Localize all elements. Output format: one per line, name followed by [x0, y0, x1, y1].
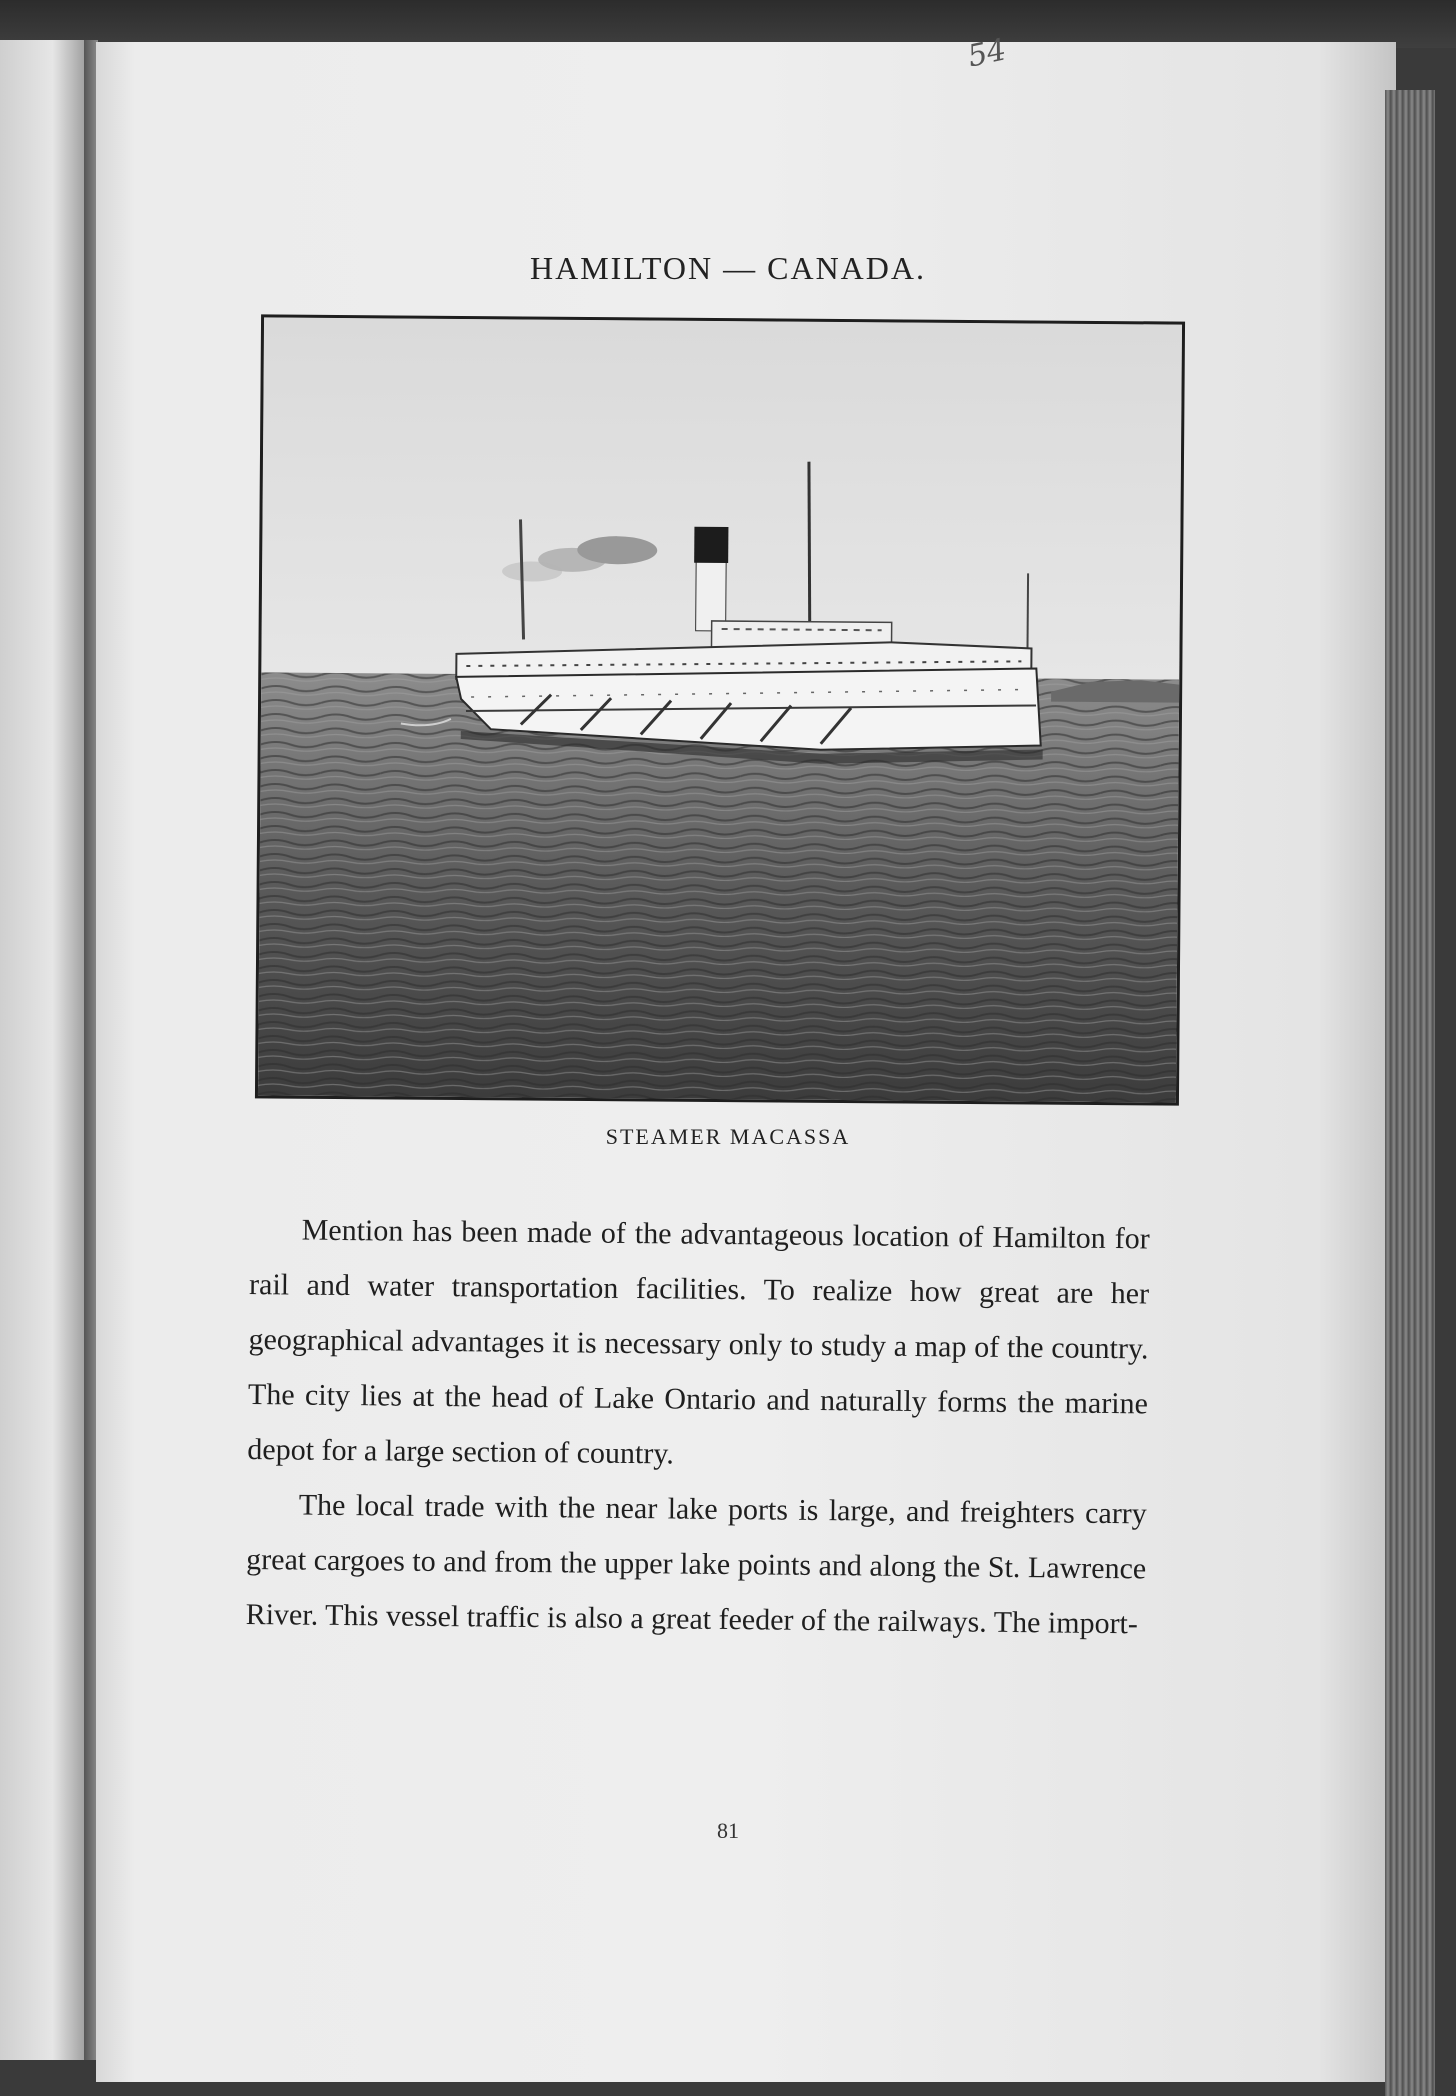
- pencil-mark: 54: [964, 32, 1010, 75]
- scan-top-shadow: [0, 0, 1456, 48]
- plate-caption: STEAMER MACASSA: [605, 1124, 851, 1149]
- page-stack-edge: [1385, 90, 1435, 2096]
- steamer-photograph: [255, 314, 1185, 1105]
- body-text: [245, 1202, 1150, 1651]
- page-number: 81: [717, 1818, 739, 1843]
- paragraph: Mention has been made of the advantageous location of Hamilton for rail and water transportation facilities. To realize how great are her geographical advantages it is necessary only to study a map of the country. The city lies at the head of Lake Ontario and naturally forms the marine depot for a large section of country.: [247, 1213, 1150, 1471]
- steamer-photo-image: [258, 317, 1182, 1102]
- facing-page-edge: [0, 40, 88, 2060]
- paragraph: The local trade with the near lake ports is large, and freighters carry great cargoes to and from the upper lake points and along the St. Lawrence River. This vessel traffic is also a great feeder of the railways. The import-: [245, 1488, 1147, 1641]
- running-head: HAMILTON — CANADA.: [529, 250, 926, 286]
